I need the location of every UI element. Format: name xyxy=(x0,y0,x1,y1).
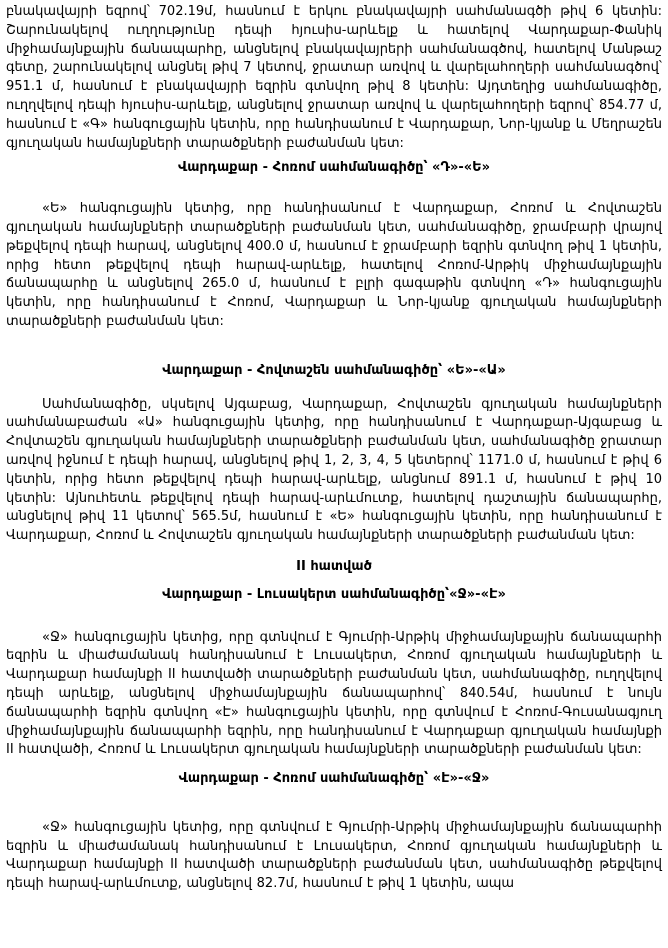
body-paragraph-continuation: բնակավայրի եզրով՝ 702.19մ, հասնում է երկու բնակավայրի սահմանագծի թիվ 6 կետին: Շարունակելով ուղղությունը դեպի հյուսիս-արևելք և հատելով Վարդաքար-Փանիկ միջհամայնքային ճանապարհը, անցնելով բնակավայրերի սահմանագծով, հատելով Մանթաշ գետը, շարունակելով անցնել թիվ 7 կետով, ջրատար առվով և վարելահողերի սահմանագծով՝ 951.1 մ, հասնում է բնակավայրի եզրին գտնվող թիվ 8 կետին: Այդտեղից սահմանագիծը, ուղղվելով դեպի հյուսիս-արևելք, անցնելով ջրատար առվով և վարելահողերի եզրով՝ 854.77 մ, հասնում է «Գ» հանգուցային կետին, որը հանդիսանում է Վարդաքար, Նոր-կյանք և Մեղրաշեն գյուղական համայնքների տարածքների բաժանման կետ: xyxy=(6,4,662,151)
body-paragraph: «Ե» հանգուցային կետից, որը հանդիսանում է Վարդաքար, Հոռոմ և Հովտաշեն գյուղական համայնքների տարածքների բաժանման կետ, սահմանագիծը, ջրամբարի վրայով թեքվելով դեպի հարավ, անցնելով 400.0 մ, հասնում է ջրամբարի եզրին գտնվող թիվ 1 կետին, որից հետո թեքվելով դեպի հարավ-արևելք, հատելով Հոռոմ-Արթիկ միջհամայնքային ճանապարհը և անցնելով 265.0 մ, հասնում է բլրի գագաթին գտնվող «Դ» հանգուցային կետին, որը հանդիսանում է Հոռոմ, Վարդաքար և Նոր-կյանք գյուղական համայնքների տարածքների բաժանման կետ: xyxy=(6,201,662,329)
section-heading-part-ii: II հատված xyxy=(296,558,372,574)
section-heading-vardakar-hovtashen-e-a: Վարդաքար - Հովտաշեն սահմանագիծը՝ «Ե»-«Ա» xyxy=(162,362,506,378)
body-paragraph: Սահմանագիծը, սկսելով Այգաբաց, Վարդաքար, Հովտաշեն գյուղական համայնքների սահմանաբաժան «Ա» հանգուցային կետից, որը հանդիսանում է Վարդաքար-Այգաբաց և Հովտաշեն գյուղական համայնքների տարածքների բաժանման կետ, սահմանագիծը ջրատար առվով իջնում է դեպի հարավ, անցնելով թիվ 1, 2, 3, 4, 5 կետերով՝ 1171.0 մ, հասնում է թիվ 6 կետին, որից հետո թեքվելով դեպի հարավ-արևելք, անցնում 891.1 մ, հասնում է թիվ 10 կետին: Այնուհետև թեքվելով դեպի հարավ-արևմուտք, հատելով դաշտային ճանապարհը, անցնելով թիվ 11 կետով՝ 565.5մ, հասնում է «Ե» հանգուցային կետին, որը հանդիսանում է Վարդաքար, Հոռոմ և Հովտաշեն գյուղական համայնքների տարածքների բաժանման կետ: xyxy=(6,396,662,544)
section-heading-vardakar-horom-e-j: Վարդաքար - Հոռոմ սահմանագիծը՝ «Է»-«Ջ» xyxy=(178,771,490,787)
body-paragraph: «Ջ» հանգուցային կետից, որը գտնվում է Գյումրի-Արթիկ միջհամայնքային ճանապարհի եզրին և միաժամանակ հանդիսանում է Լուսակերտ, Հոռոմ գյուղական համայնքների և Վարդաքար համայնքի II հատվածի տարածքների բաժանման կետ, սահմանագիծը թեքվելով դեպի հարավ-արևմուտք, անցնելով 82.7մ, հասնում է թիվ 1 կետին, ապա xyxy=(6,819,662,892)
section-heading-vardakar-lusakert-j-e: Վարդաքար - Լուսակերտ սահմանագիծը՝«Ջ»-«Է» xyxy=(162,586,506,602)
section-heading-vardakar-horom-d-e: Վարդաքար - Հոռոմ սահմանագիծը՝ «Դ»-«Ե» xyxy=(177,160,491,176)
body-paragraph: «Ջ» հանգուցային կետից, որը գտնվում է Գյումրի-Արթիկ միջհամայնքային ճանապարհի եզրին և միաժամանակ հանդիսանում է Լուսակերտ, Հոռոմ գյուղական համայնքների և Վարդաքար համայնքի II հատվածի տարածքների բաժանման կետ, սահմանագիծը, ուղղվելով դեպի արևելք, անցնելով միջհամայնքային ճանապարհով՝ 840.54մ, հասնում է նույն ճանապարհի եզրին գտնվող «Է» հանգուցային կետին, որը գտնվում է Հոռոմ-Գուսանագյուղ միջհամայնքային ճանապարհի եզրին, որը հանդիսանում է Վարդաքար գյուղական համայնքի II հատվածի, Հոռոմ և Լուսակերտ գյուղական համայնքների տարածքների բաժանման կետ: xyxy=(6,629,662,758)
